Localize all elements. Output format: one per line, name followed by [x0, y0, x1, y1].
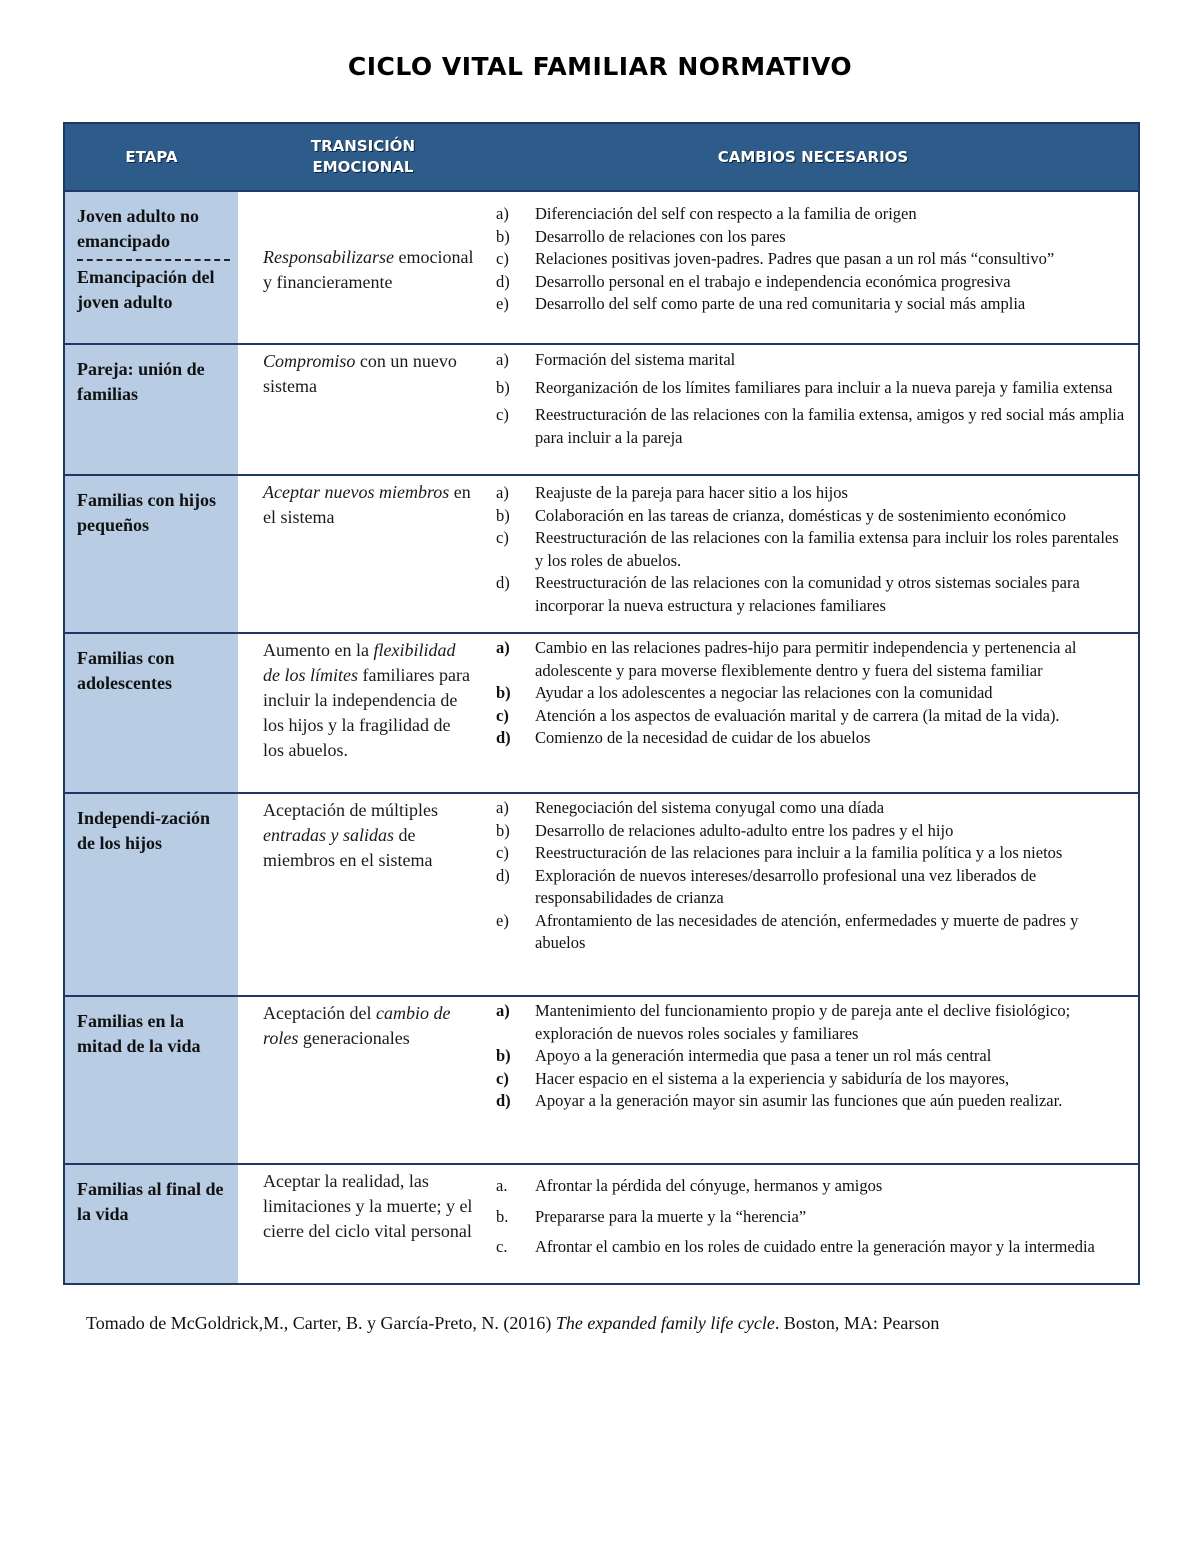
changes-list — [488, 637, 1128, 750]
transition-text: con un nuevo sistema — [263, 351, 457, 396]
list-item — [488, 248, 1128, 271]
item-text: Atención a los aspectos de evaluación marital y de carrera (la mitad de la vida). — [535, 705, 1060, 725]
stage-cell — [64, 475, 238, 633]
transition-cell — [238, 793, 488, 996]
stage-name: Familias con hijos pequeños — [77, 490, 217, 535]
changes-cell — [488, 1164, 1139, 1284]
stage-name: Emancipación del joven adulto — [77, 267, 215, 312]
list-item — [488, 226, 1128, 249]
item-label: c. — [496, 1237, 508, 1256]
changes-list — [488, 1175, 1128, 1259]
list-item — [488, 349, 1128, 372]
stage-name: Familias en la mitad de la vida — [77, 1011, 201, 1056]
item-label: c) — [496, 705, 509, 725]
transition-cell — [238, 191, 488, 344]
list-item — [488, 1206, 1128, 1229]
item-text: Desarrollo de relaciones adulto-adulto entre los padres y el hijo — [535, 820, 954, 840]
item-label: d) — [496, 865, 510, 885]
item-text: Afrontar el cambio en los roles de cuidado entre la generación mayor y la intermedia — [535, 1237, 1095, 1256]
page-title: CICLO VITAL FAMILIAR NORMATIVO — [347, 52, 853, 81]
header-changes: CAMBIOS NECESARIOS — [488, 123, 1139, 191]
changes-cell — [488, 633, 1139, 793]
item-label: b) — [496, 505, 510, 525]
item-label: e) — [496, 910, 509, 930]
list-item — [488, 377, 1128, 400]
list-item — [488, 820, 1128, 843]
list-item — [488, 865, 1128, 910]
list-item — [488, 705, 1128, 728]
changes-cell — [488, 344, 1139, 475]
stage-name: Independi-zación de los hijos — [77, 808, 211, 853]
item-text: Comienzo de la necesidad de cuidar de los abuelos — [535, 728, 871, 747]
transition-text: Aceptación de múltiples — [263, 800, 438, 820]
item-label: d) — [496, 573, 510, 592]
list-item — [488, 1045, 1128, 1068]
table-row — [64, 793, 1139, 996]
item-label: b) — [496, 1046, 511, 1065]
list-item — [488, 910, 1128, 955]
table-row — [64, 344, 1139, 475]
table-body — [64, 191, 1139, 1284]
stage-cell — [64, 996, 238, 1164]
changes-cell — [488, 191, 1139, 344]
item-text: Hacer espacio en el sistema a la experiencia y sabiduría de los mayores, — [535, 1068, 1010, 1088]
changes-list — [488, 797, 1128, 955]
item-text: Desarrollo personal en el trabajo e independencia económica progresiva — [535, 271, 1011, 291]
list-item — [488, 797, 1128, 820]
stage-cell — [64, 344, 238, 475]
source-citation — [86, 1313, 939, 1334]
item-label: b) — [496, 683, 511, 702]
item-text: Prepararse para la muerte y la “herencia” — [535, 1206, 807, 1226]
item-label: b) — [496, 226, 510, 246]
list-item — [488, 572, 1128, 617]
item-text: Diferenciación del self con respecto a la familia de origen — [535, 204, 917, 223]
item-label: c) — [496, 249, 509, 268]
item-label: a) — [496, 204, 509, 223]
changes-list — [488, 203, 1128, 316]
item-text: Cambio en las relaciones padres-hijo para permitir independencia y pertenencia al adolescente y para moverse flexiblemente dentro y fuera del sistema familiar — [535, 638, 1077, 680]
transition-text: generacionales — [298, 1028, 410, 1048]
list-item — [488, 1236, 1128, 1259]
source-book-title: The expanded family life cycle — [555, 1313, 775, 1333]
transition-emphasis: Aceptar nuevos miembros — [263, 482, 450, 502]
table-header — [64, 123, 1139, 191]
item-label: d) — [496, 728, 511, 747]
list-item — [488, 1000, 1128, 1045]
item-text: Reestructuración de las relaciones con la familia extensa para incluir los roles parentales y los roles de abuelos. — [535, 528, 1119, 570]
header-stage: ETAPA — [64, 123, 238, 191]
item-text: Reestructuración de las relaciones para incluir a la familia política y a los nietos — [535, 843, 1063, 862]
item-label: d) — [496, 271, 510, 291]
item-text: Exploración de nuevos intereses/desarrollo profesional una vez liberados de responsabilidades de crianza — [535, 865, 1037, 907]
list-item — [488, 293, 1128, 316]
list-item — [488, 637, 1128, 682]
item-text: Relaciones positivas joven-padres. Padres que pasan a un rol más “consultivo” — [535, 249, 1055, 268]
item-text: Colaboración en las tareas de crianza, domésticas y de sostenimiento económico — [535, 505, 1067, 525]
item-text: Afrontamiento de las necesidades de atención, enfermedades y muerte de padres y abuelos — [535, 910, 1079, 952]
item-text: Desarrollo de relaciones con los pares — [535, 226, 786, 246]
header-transition-line1: TRANSICIÓN — [310, 137, 416, 155]
list-item — [488, 842, 1128, 865]
transition-text: Aceptar la realidad, las limitaciones y la muerte; y el cierre del ciclo vital personal — [263, 1171, 473, 1241]
item-text: Reajuste de la pareja para hacer sitio a los hijos — [535, 483, 848, 502]
source-suffix: . Boston, MA: Pearson — [774, 1313, 940, 1333]
transition-cell — [238, 1164, 488, 1284]
item-label: a) — [496, 483, 509, 502]
item-label: a) — [496, 798, 509, 817]
list-item — [488, 682, 1128, 705]
list-item — [488, 1090, 1128, 1113]
item-label: c) — [496, 405, 509, 424]
list-item — [488, 1175, 1128, 1198]
list-item — [488, 203, 1128, 226]
list-item — [488, 404, 1128, 449]
list-item — [488, 1068, 1128, 1091]
stage-name: Familias con adolescentes — [77, 648, 175, 693]
transition-emphasis: Responsabilizarse — [263, 247, 395, 267]
transition-emphasis: entradas y salidas — [263, 825, 395, 845]
transition-text: Aumento en la — [263, 640, 374, 660]
table-row — [64, 633, 1139, 793]
transition-text: emocional y financieramente — [263, 247, 474, 292]
list-item — [488, 271, 1128, 294]
list-item — [488, 505, 1128, 528]
transition-cell — [238, 996, 488, 1164]
list-item — [488, 482, 1128, 505]
changes-cell — [488, 475, 1139, 633]
item-text: Reorganización de los límites familiares para incluir a la nueva pareja y familia extensa — [535, 377, 1113, 397]
item-text: Apoyo a la generación intermedia que pasa a tener un rol más central — [535, 1046, 992, 1065]
item-label: c) — [496, 1068, 509, 1088]
item-label: a) — [496, 1001, 510, 1020]
stage-cell — [64, 793, 238, 996]
list-item — [488, 527, 1128, 572]
item-label: a) — [496, 350, 509, 369]
table-row — [64, 475, 1139, 633]
item-label: b. — [496, 1206, 509, 1226]
changes-list — [488, 482, 1128, 617]
transition-text: de miembros en el sistema — [263, 825, 433, 870]
item-label: b) — [496, 377, 510, 397]
transition-emphasis: Compromiso — [263, 351, 356, 371]
changes-cell — [488, 793, 1139, 996]
changes-cell — [488, 996, 1139, 1164]
stage-name: Familias al final de la vida — [77, 1179, 224, 1224]
item-label: a) — [496, 638, 510, 657]
table-row — [64, 191, 1139, 344]
transition-cell — [238, 633, 488, 793]
item-text: Desarrollo del self como parte de una red comunitaria y social más amplia — [535, 294, 1026, 313]
list-item — [488, 727, 1128, 750]
item-label: a. — [496, 1176, 508, 1195]
stage-cell — [64, 191, 238, 344]
item-label: c) — [496, 528, 509, 547]
stage-name: Pareja: unión de familias — [77, 359, 205, 404]
header-transition — [238, 123, 488, 191]
table-row — [64, 996, 1139, 1164]
item-label: b) — [496, 820, 510, 840]
item-text: Reestructuración de las relaciones con la comunidad y otros sistemas sociales para incorporar la nueva estructura y relaciones familiares — [535, 573, 1080, 615]
stage-name: Joven adulto no emancipado — [77, 206, 200, 251]
item-text: Reestructuración de las relaciones con la familia extensa, amigos y red social más amplia para incluir a la pareja — [535, 405, 1125, 447]
stage-cell — [64, 633, 238, 793]
item-text: Mantenimiento del funcionamiento propio y de pareja ante el declive fisiológico; exploración de nuevos roles sociales y familiares — [535, 1001, 1071, 1043]
item-text: Ayudar a los adolescentes a negociar las relaciones con la comunidad — [535, 683, 993, 702]
item-text: Apoyar a la generación mayor sin asumir las funciones que aún pueden realizar. — [535, 1091, 1063, 1110]
item-label: c) — [496, 843, 509, 862]
header-transition-line2: EMOCIONAL — [312, 158, 414, 176]
family-cycle-table — [63, 122, 1140, 1285]
source-prefix: Tomado de McGoldrick,M., Carter, B. y García-Preto, N. (2016) — [86, 1313, 556, 1333]
changes-list — [488, 1000, 1128, 1113]
table-row — [64, 1164, 1139, 1284]
transition-cell — [238, 475, 488, 633]
transition-text: Aceptación del — [263, 1003, 376, 1023]
changes-list — [488, 349, 1128, 449]
item-label: e) — [496, 294, 509, 313]
stage-cell — [64, 1164, 238, 1284]
item-text: Renegociación del sistema conyugal como una díada — [535, 798, 885, 817]
item-text: Afrontar la pérdida del cónyuge, hermanos y amigos — [535, 1176, 883, 1195]
stage-separator — [77, 259, 230, 261]
item-text: Formación del sistema marital — [535, 350, 736, 369]
transition-emphasis: flexibilidad de los límites — [263, 640, 456, 685]
transition-text: en el sistema — [263, 482, 471, 527]
transition-emphasis: cambio de roles — [263, 1003, 451, 1048]
item-label: d) — [496, 1091, 511, 1110]
transition-text: familiares para incluir la independencia de los hijos y la fragilidad de los abuelos. — [263, 665, 470, 760]
transition-cell — [238, 344, 488, 475]
